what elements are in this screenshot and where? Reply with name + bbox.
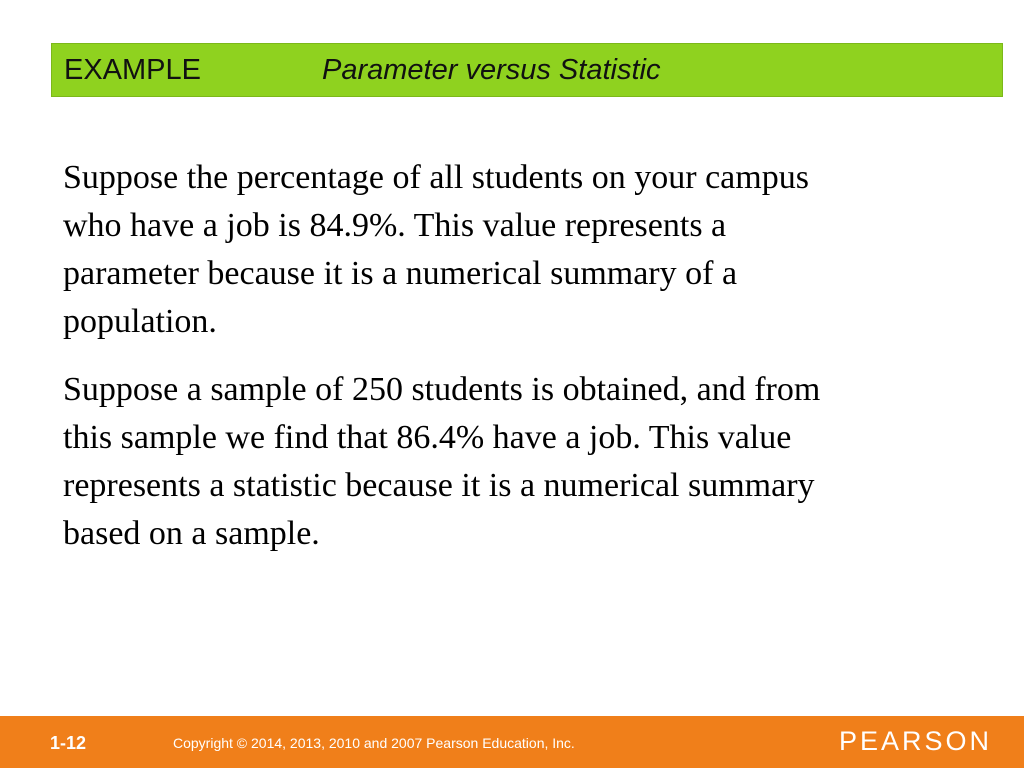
example-label: EXAMPLE (64, 54, 201, 86)
slide-title: Parameter versus Statistic (322, 54, 661, 86)
paragraph-parameter: Suppose the percentage of all students on your campus who have a job is 84.9%. This value represents a parameter because it is a numerical summary of a population. (63, 159, 809, 340)
paragraph-statistic: Suppose a sample of 250 students is obtained, and from this sample we find that 86.4% have a job. This value represents a statistic because it is a numerical summary based on a sample. (63, 371, 821, 552)
example-header-bar (51, 43, 1003, 97)
footer-bar (0, 716, 1024, 768)
copyright-text: Copyright © 2014, 2013, 2010 and 2007 Pearson Education, Inc. (173, 735, 575, 751)
pearson-logo: PEARSON (838, 726, 992, 756)
slide-body (63, 154, 963, 578)
slide-number: 1-12 (50, 733, 87, 753)
